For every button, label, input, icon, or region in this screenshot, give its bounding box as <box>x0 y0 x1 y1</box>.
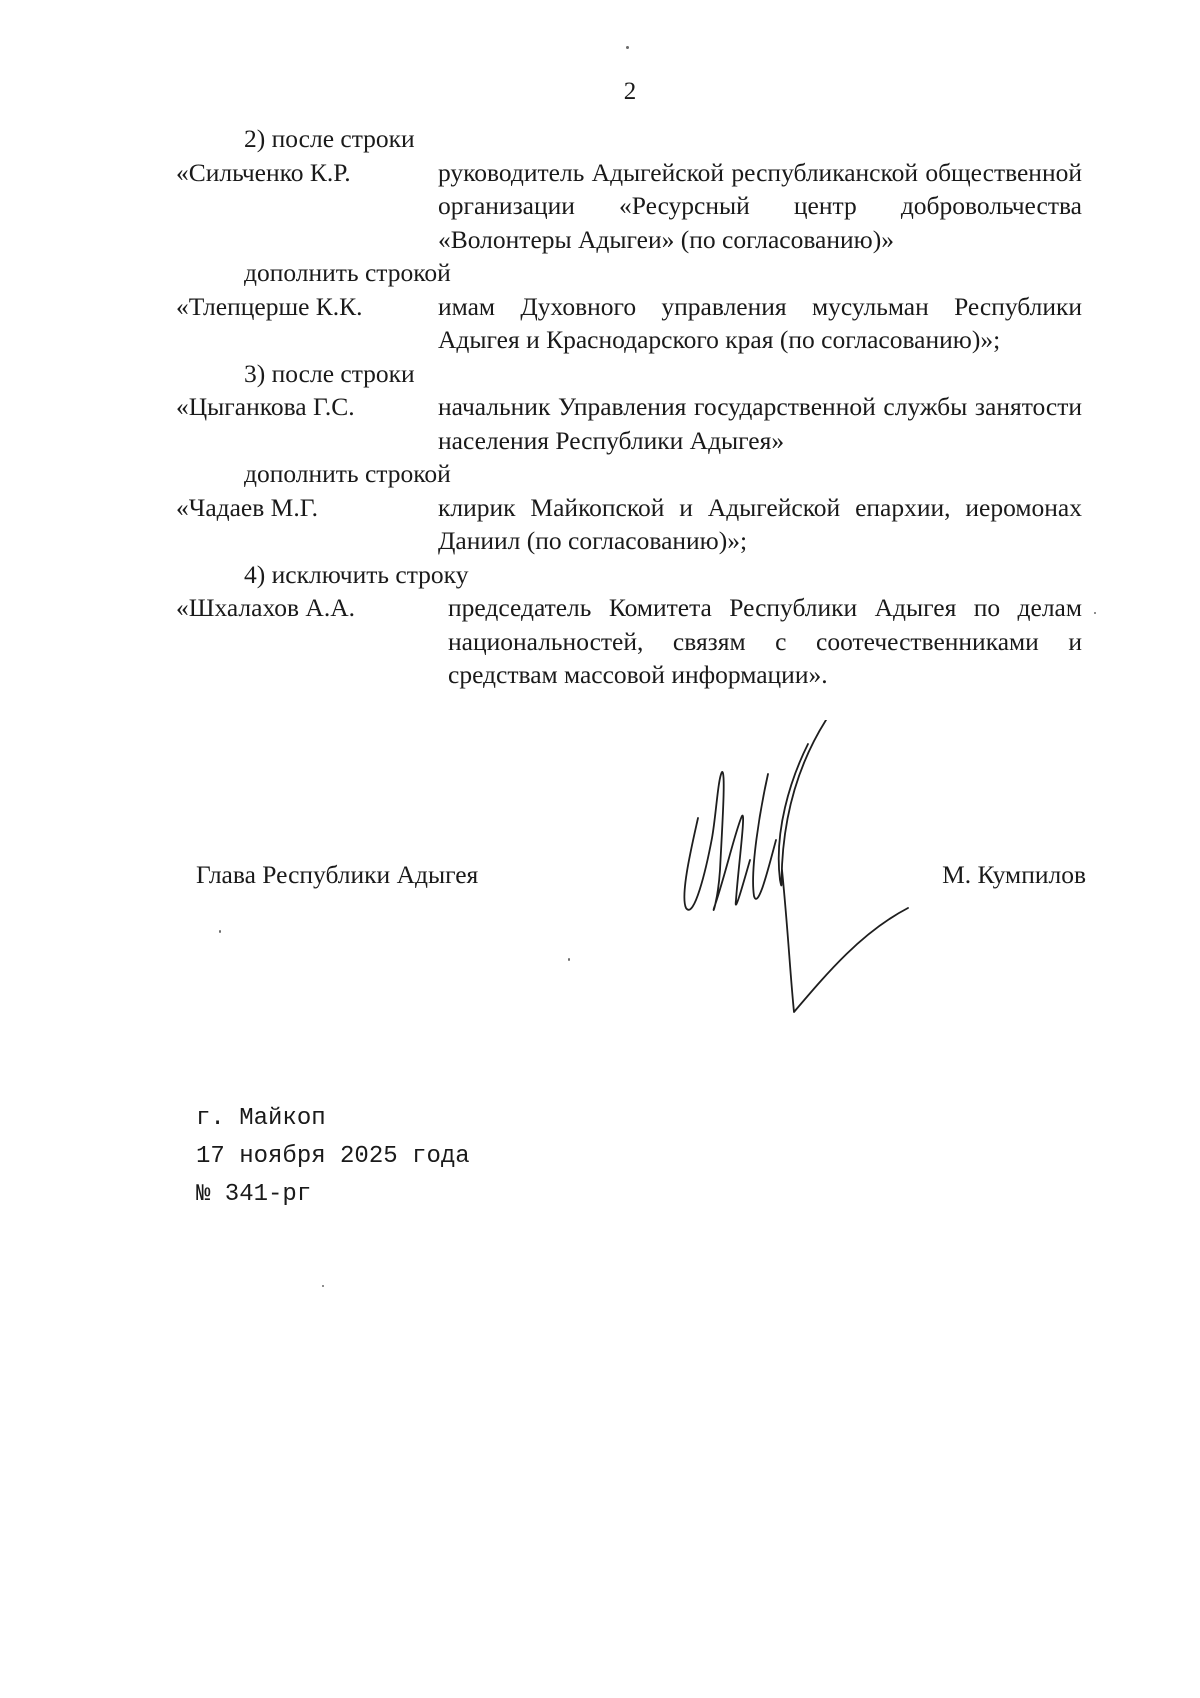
amendment-entry <box>176 390 1082 457</box>
document-footer <box>196 1100 470 1214</box>
entry-position: имам Духовного управления мусульман Республики Адыгея и Краснодарского края (по согласованию)»; <box>438 291 1082 354</box>
amendment-entry <box>176 491 1082 558</box>
amendment-entry <box>176 591 1082 692</box>
amendment-entry <box>176 156 1082 257</box>
amendment-intro: 4) исключить строку <box>244 559 469 589</box>
signature-stroke <box>782 870 908 1012</box>
footer-number: № 341-рг <box>196 1181 312 1208</box>
entry-person-name: «Чадаев М.Г. <box>176 492 318 522</box>
amendment-intro: дополнить строкой <box>244 459 451 488</box>
signatory-title: Глава Республики Адыгея <box>196 860 479 889</box>
amendment-entry <box>176 290 1082 357</box>
amendment-intro: 3) после строки <box>244 358 415 388</box>
footer-date: 17 ноября 2025 года <box>196 1143 470 1170</box>
signature-stroke <box>779 720 826 886</box>
scan-speck <box>568 958 570 961</box>
signatory-name: М. Кумпилов <box>942 860 1086 889</box>
amendments-list <box>176 122 1082 692</box>
signature-stroke <box>684 772 750 910</box>
scan-speck <box>626 46 629 49</box>
handwritten-signature <box>672 720 952 1020</box>
entry-person-name: «Тлепцерше К.К. <box>176 291 363 321</box>
amendment-intro: 2) после строки <box>244 124 415 153</box>
entry-position: руководитель Адыгейской республиканской общественной организации «Ресурсный центр добровольчества «Волонтеры Адыгеи» (по согласованию)» <box>438 157 1082 254</box>
entry-position: клирик Майкопской и Адыгейской епархии, иеромонах Даниил (по согласованию)»; <box>438 492 1082 555</box>
scan-speck <box>219 930 221 933</box>
signature-stroke <box>753 774 776 899</box>
entry-position: начальник Управления государственной службы занятости населения Республики Адыгея» <box>438 392 1082 455</box>
footer-city: г. Майкоп <box>196 1105 326 1132</box>
amendment-intro: дополнить строкой <box>244 258 451 287</box>
entry-person-name: «Шхалахов А.А. <box>176 593 355 622</box>
scan-speck <box>1094 612 1096 614</box>
scan-speck <box>322 1285 324 1287</box>
entry-person-name: «Цыганкова Г.С. <box>176 392 355 421</box>
entry-person-name: «Сильченко К.Р. <box>176 157 351 187</box>
page-number: 2 <box>623 78 637 105</box>
entry-position: председатель Комитета Республики Адыгея по делам национальностей, связям с соотечественниками и средствам массовой информации». <box>448 593 1082 689</box>
